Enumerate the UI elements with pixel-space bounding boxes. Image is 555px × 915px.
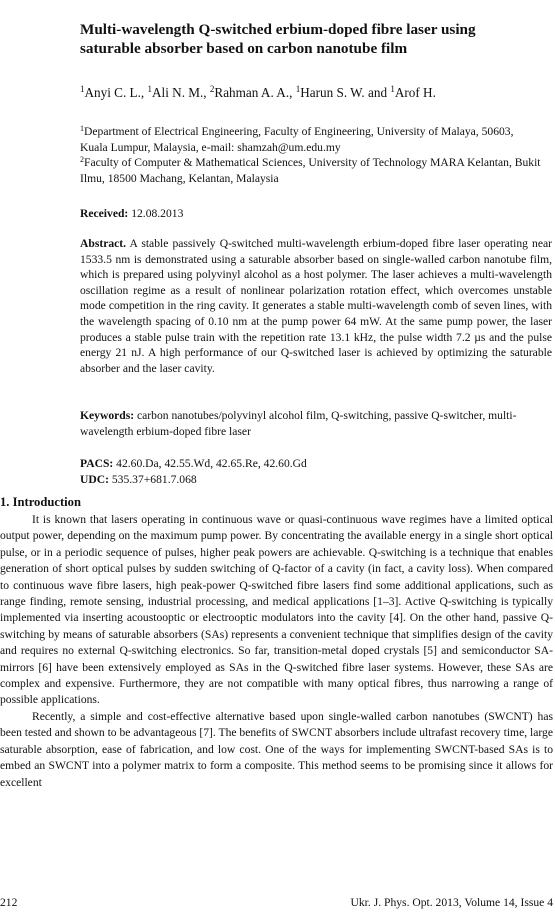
affiliation-text: Department of Electrical Engineering, Faculty of Engineering, University of Malaya, 50603, Kuala Lumpur, Malaysia, e-mail: shamzah@um.edu.my (80, 125, 514, 154)
affiliations (80, 124, 542, 186)
author (210, 85, 296, 100)
journal-reference: Ukr. J. Phys. Opt. 2013, Volume 14, Issue 4 (350, 896, 553, 909)
keywords (80, 408, 520, 439)
affiliation-mark: 1 (80, 124, 84, 133)
body-text (0, 512, 553, 791)
affiliation (80, 155, 542, 186)
author-affiliation-mark: 1 (147, 84, 153, 94)
paragraph: Recently, a simple and cost-effective alternative based upon single-walled carbon nanotubes (SWCNT) has been tested and shown to be advantageous [7]. The benefits of SWCNT absorbers include ultrafast recovery time, large saturable absorption, ease of fabrication, and low cost. One of the ways for implementing SWCNT-based SAs is to embed an SWCNT into a polymer matrix to form a composite. This method seems to be promising since it allows for excellent (0, 709, 553, 789)
page-number: 212 (0, 896, 18, 909)
pacs-label: PACS: (80, 457, 114, 470)
pacs-line (80, 456, 520, 472)
keywords-text: carbon nanotubes/polyvinyl alcohol film, Q-switching, passive Q-switcher, multi-wavelength erbium-doped fibre laser (80, 409, 517, 438)
author-affiliation-mark: 1 (295, 84, 301, 94)
paragraph: It is known that lasers operating in continuous wave or quasi-continuous wave regimes have a limited optical output power, depending on the maximum pump power. By concentrating the available energy in a single short optical pulse, or in a periodic sequence of pulses, higher peak powers are achievable. Q-switching is a technique that enables generation of short optical pulses by sudden switching of Q-factor of a cavity (in fact, a cavity loss). When compared to continuous wave fibre lasers, high peak-power Q-switched fibre lasers find some additional applications, such as range finding, remote sensing, industrial processing, and medical applications [1–3]. Active Q-switching is typically implemented via inserting acoustooptic or electrooptic modulators into the cavity [4]. On the other hand, passive Q-switching by means of saturable absorbers (SAs) represents a convenient technique that simplifies design of the cavity and requires no external Q-switching electronics. So far, transition-metal doped crystals [5] and semiconductor SA-mirrors [6] have been extensively employed as SAs in the Q-switched fibre laser systems. However, these SAs are complex and expensive. Furthermore, they are not compatible with many optical fibres, thus narrowing a range of possible applications. (0, 513, 553, 707)
abstract-label: Abstract. (80, 237, 127, 250)
author (296, 85, 391, 100)
affiliation-text: Faculty of Computer & Mathematical Sciences, University of Technology MARA Kelantan, Bukit Ilmu, 18500 Machang, Kelantan, Malaysia (80, 156, 541, 185)
author (148, 85, 210, 100)
author-name: Harun S. W. and (300, 85, 391, 100)
abstract (80, 236, 552, 376)
paper-title: Multi-wavelength Q-switched erbium-doped fibre laser using saturable absorber based on carbon nanotube film (80, 21, 476, 57)
author-affiliation-mark: 1 (390, 84, 395, 94)
author-name: Rahman A. A., (214, 85, 296, 100)
received-date (80, 206, 183, 221)
author-name: Arof H. (394, 85, 436, 100)
affiliation (80, 124, 542, 155)
udc-code: 535.37+681.7.068 (108, 472, 197, 486)
author-affiliation-mark: 1 (80, 84, 85, 94)
received-label: Received: (80, 207, 129, 220)
author-affiliation-mark: 2 (209, 84, 215, 94)
classification-codes (80, 456, 520, 487)
pacs-codes: 42.60.Da, 42.55.Wd, 42.65.Re, 42.60.Gd (113, 457, 307, 470)
abstract-text: A stable passively Q-switched multi-wavelength erbium-doped fibre laser operating near 1533.5 nm is demonstrated using a saturable absorber based on single-walled carbon nanotube film, which is prepared using polyvinyl alcohol as a host polymer. The laser achieves a multi-wavelength oscillation regime as a result of nonlinear polarization rotation effect, which overcomes unstable mode competition in the ring cavity. It generates a stable multi-wavelength comb of seven lines, with the wavelength spacing of 0.10 nm at the pump power 64 mW. At the same pump power, the laser produces a stable pulse train with the repetition rate 13.1 kHz, the pulse width 7.2 µs and the pulse energy 21 nJ. A high performance of our Q-switched laser is achieved by optimizing the saturable absorber and the laser cavity. (80, 237, 552, 375)
affiliation-mark: 2 (80, 155, 84, 165)
author (390, 85, 436, 100)
author (80, 85, 148, 100)
author-list (80, 84, 540, 102)
author-name: Ali N. M., (152, 85, 210, 100)
received-value: 12.08.2013 (128, 207, 184, 220)
udc-label: UDC: (80, 472, 109, 486)
udc-line (80, 472, 520, 488)
author-name: Anyi C. L., (84, 85, 148, 100)
section-heading: 1. Introduction (0, 495, 81, 509)
keywords-label: Keywords: (80, 409, 135, 422)
